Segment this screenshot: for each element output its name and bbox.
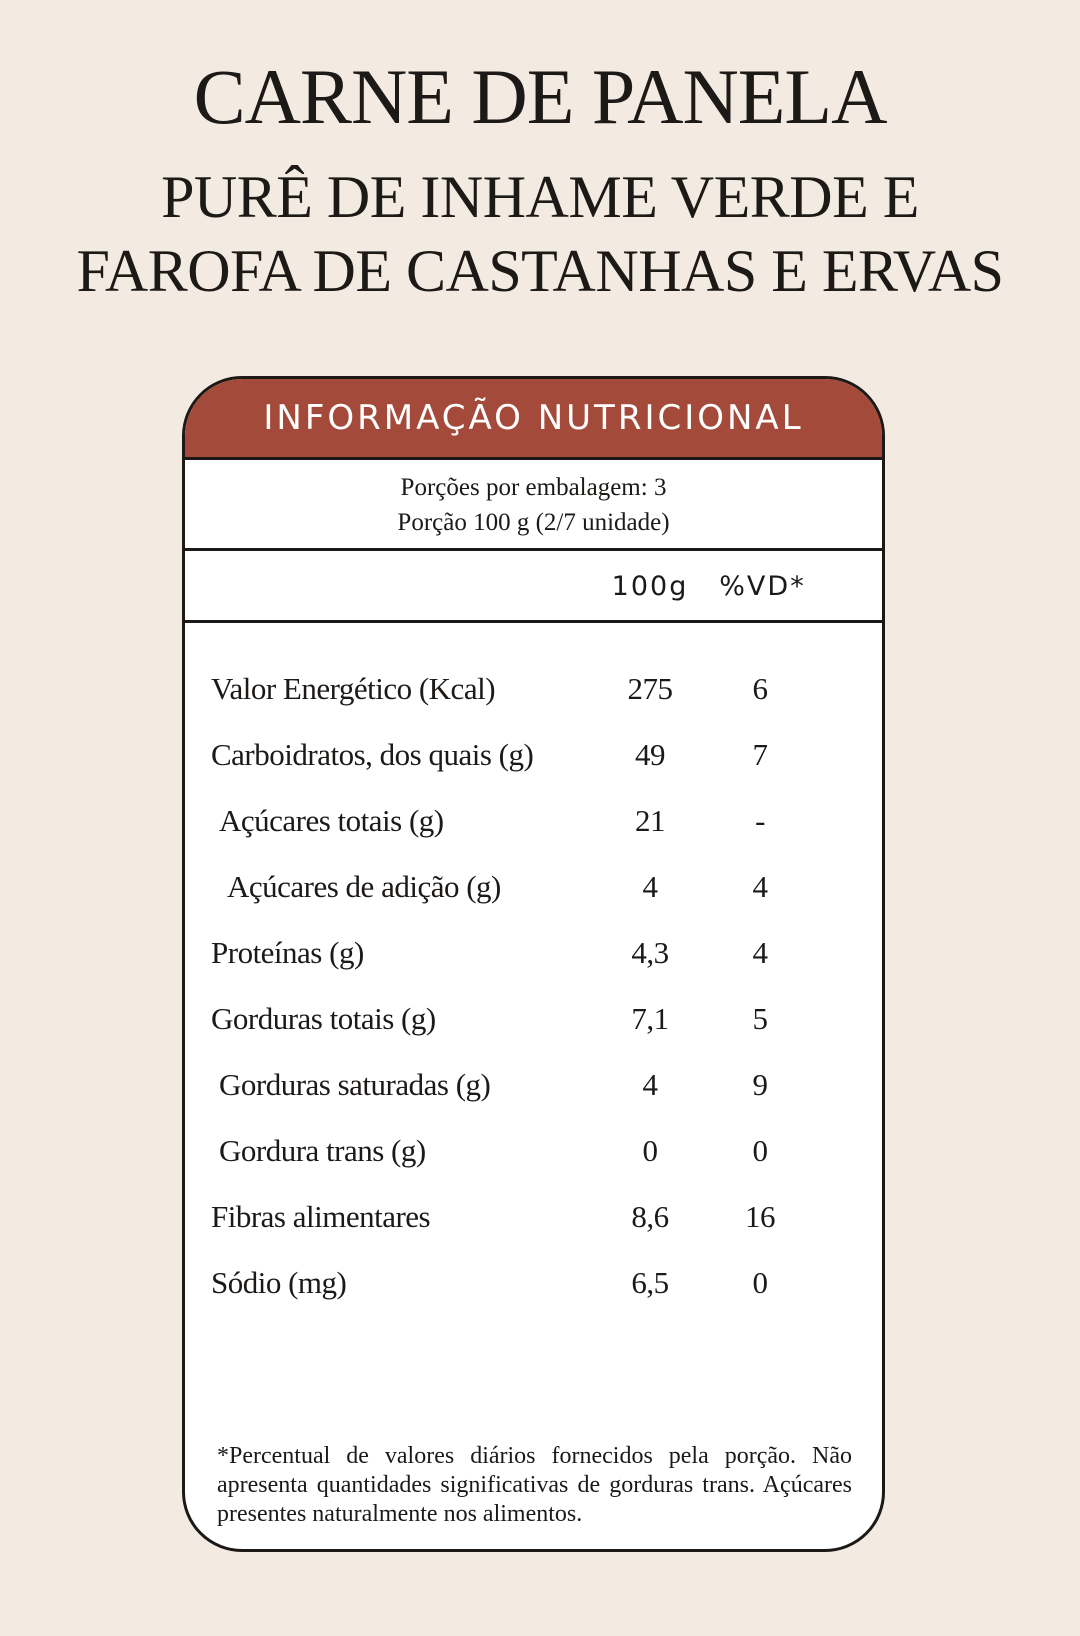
table-row — [185, 659, 882, 725]
nutrient-vd: 0 — [752, 1265, 768, 1300]
nutrient-per100: 4,3 — [631, 935, 669, 970]
nutrient-vd: 9 — [752, 1067, 768, 1102]
nutrient-label: Proteínas (g) — [211, 935, 364, 970]
footnote: *Percentual de valores diários fornecidos pela porção. Não apresenta quantidades significativas de gorduras trans. Açúcares presentes naturalmente nos alimentos. — [217, 1443, 852, 1527]
nutrient-label: Fibras alimentares — [211, 1199, 431, 1234]
table-row — [185, 989, 882, 1055]
nutrient-per100: 4 — [642, 1067, 658, 1102]
table-row — [185, 1055, 882, 1121]
divider-portion — [185, 548, 882, 551]
nutrition-facts-panel — [182, 376, 885, 1552]
nutrient-vd: 5 — [752, 1001, 768, 1036]
table-row — [185, 791, 882, 857]
servings-per-package: Porções por embalagem: 3 — [400, 474, 667, 501]
table-row — [185, 1187, 882, 1253]
nutrient-vd: - — [755, 803, 765, 838]
nutrient-per100: 0 — [642, 1133, 658, 1168]
nutrient-vd: 4 — [752, 935, 768, 970]
nutrient-label: Valor Energético (Kcal) — [211, 671, 496, 706]
nutrient-per100: 7,1 — [631, 1001, 669, 1036]
nutrient-per100: 275 — [627, 671, 673, 706]
nutrient-vd: 4 — [752, 869, 768, 904]
product-subtitle — [0, 160, 1080, 308]
table-row — [185, 725, 882, 791]
nutrient-label: Gorduras saturadas (g) — [219, 1067, 491, 1102]
nutrient-label: Açúcares de adição (g) — [227, 869, 501, 904]
nutrient-vd: 7 — [752, 737, 768, 772]
divider-columns — [185, 620, 882, 623]
nutrient-label: Açúcares totais (g) — [219, 803, 444, 838]
nutrient-per100: 49 — [635, 737, 665, 772]
nutrient-label: Sódio (mg) — [211, 1265, 347, 1300]
nutrient-per100: 6,5 — [631, 1265, 669, 1300]
nutrient-label: Gordura trans (g) — [219, 1133, 426, 1168]
nutrient-per100: 8,6 — [631, 1199, 669, 1234]
nutrient-rows — [185, 659, 882, 1319]
column-header-vd: %VD* — [719, 571, 806, 602]
column-header-100g: 100g — [611, 571, 689, 602]
serving-size: Porção 100 g (2/7 unidade) — [397, 509, 670, 536]
table-row — [185, 923, 882, 989]
product-title: CARNE DE PANELA — [193, 53, 887, 140]
table-row — [185, 857, 882, 923]
nutrient-vd: 16 — [745, 1199, 775, 1234]
table-row — [185, 1253, 882, 1319]
subtitle-line-1: PURÊ DE INHAME VERDE E — [161, 164, 919, 230]
nutrient-vd: 0 — [752, 1133, 768, 1168]
subtitle-line-2: FAROFA DE CASTANHAS E ERVAS — [76, 238, 1004, 304]
table-row — [185, 1121, 882, 1187]
nutrient-label: Gorduras totais (g) — [211, 1001, 436, 1036]
nutrient-per100: 21 — [635, 803, 665, 838]
portion-info — [185, 470, 882, 540]
nutrient-label: Carboidratos, dos quais (g) — [211, 737, 534, 772]
panel-header: INFORMAÇÃO NUTRICIONAL — [185, 379, 882, 460]
nutrient-vd: 6 — [752, 671, 768, 706]
nutrient-per100: 4 — [642, 869, 658, 904]
